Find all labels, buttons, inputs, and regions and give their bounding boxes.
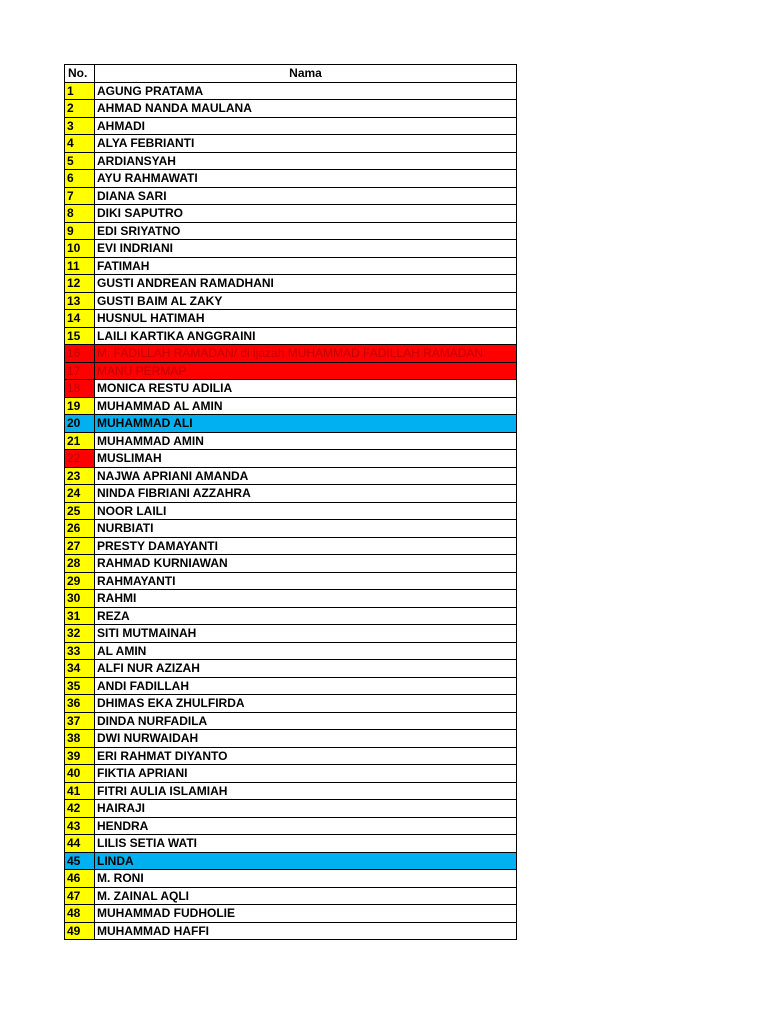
cell-no[interactable]: 5 [65, 152, 95, 170]
cell-no[interactable]: 19 [65, 397, 95, 415]
table-row [65, 922, 517, 940]
table-row [65, 905, 517, 923]
cell-no[interactable]: 16 [65, 345, 95, 363]
cell-nama[interactable]: MUHAMMAD HAFFI [95, 922, 517, 940]
cell-nama[interactable]: MANU PERMAP [95, 362, 517, 380]
cell-nama[interactable]: HENDRA [95, 817, 517, 835]
table-row [65, 642, 517, 660]
table-row [65, 100, 517, 118]
cell-no[interactable]: 31 [65, 607, 95, 625]
cell-nama[interactable]: ARDIANSYAH [95, 152, 517, 170]
table-row [65, 765, 517, 783]
table-row [65, 152, 517, 170]
cell-nama[interactable]: FIKTIA APRIANI [95, 765, 517, 783]
table-row [65, 240, 517, 258]
table-body [65, 82, 517, 940]
table-row [65, 362, 517, 380]
cell-nama[interactable]: LINDA [95, 852, 517, 870]
cell-nama[interactable]: SITI MUTMAINAH [95, 625, 517, 643]
cell-no[interactable]: 2 [65, 100, 95, 118]
table-row [65, 187, 517, 205]
cell-no[interactable]: 1 [65, 82, 95, 100]
cell-nama[interactable]: GUSTI ANDREAN RAMADHANI [95, 275, 517, 293]
column-header-no[interactable]: No. [65, 65, 95, 83]
cell-no[interactable]: 36 [65, 695, 95, 713]
cell-nama[interactable]: MUHAMMAD FUDHOLIE [95, 905, 517, 923]
table-row [65, 415, 517, 433]
table-row [65, 835, 517, 853]
cell-no[interactable]: 3 [65, 117, 95, 135]
cell-nama[interactable]: ALFI NUR AZIZAH [95, 660, 517, 678]
cell-no[interactable]: 24 [65, 485, 95, 503]
table-row [65, 870, 517, 888]
cell-nama[interactable]: NOOR LAILI [95, 502, 517, 520]
cell-no[interactable]: 27 [65, 537, 95, 555]
cell-nama[interactable]: HAIRAJI [95, 800, 517, 818]
cell-no[interactable]: 40 [65, 765, 95, 783]
cell-nama[interactable]: PRESTY DAMAYANTI [95, 537, 517, 555]
cell-nama[interactable]: ALYA FEBRIANTI [95, 135, 517, 153]
cell-no[interactable]: 32 [65, 625, 95, 643]
table-row [65, 747, 517, 765]
table-row [65, 257, 517, 275]
cell-no[interactable]: 14 [65, 310, 95, 328]
cell-nama[interactable]: RAHMAYANTI [95, 572, 517, 590]
table-row [65, 572, 517, 590]
table-row [65, 660, 517, 678]
table-row [65, 450, 517, 468]
cell-no[interactable]: 8 [65, 205, 95, 223]
student-name-table [64, 64, 517, 940]
cell-no[interactable]: 48 [65, 905, 95, 923]
table-row [65, 555, 517, 573]
cell-no[interactable]: 11 [65, 257, 95, 275]
table-row [65, 520, 517, 538]
table-row [65, 380, 517, 398]
table-row [65, 782, 517, 800]
cell-no[interactable]: 13 [65, 292, 95, 310]
cell-nama[interactable]: EDI SRIYATNO [95, 222, 517, 240]
cell-no[interactable]: 44 [65, 835, 95, 853]
cell-nama[interactable]: DINDA NURFADILA [95, 712, 517, 730]
cell-no[interactable]: 47 [65, 887, 95, 905]
column-header-nama[interactable]: Nama [95, 65, 517, 83]
cell-nama[interactable]: LILIS SETIA WATI [95, 835, 517, 853]
cell-no[interactable]: 39 [65, 747, 95, 765]
cell-nama[interactable]: EVI INDRIANI [95, 240, 517, 258]
cell-nama[interactable]: DIKI SAPUTRO [95, 205, 517, 223]
cell-nama[interactable]: AL AMIN [95, 642, 517, 660]
table-row [65, 887, 517, 905]
table-row [65, 607, 517, 625]
table-row [65, 800, 517, 818]
table-row [65, 222, 517, 240]
cell-nama[interactable]: M. FADILLAH RAMADAN/ di ijazah MUHAMMAD FADILLAH RAMADAN [95, 345, 517, 363]
cell-no[interactable]: 49 [65, 922, 95, 940]
table-row [65, 537, 517, 555]
cell-no[interactable]: 17 [65, 362, 95, 380]
table-row [65, 275, 517, 293]
cell-nama[interactable]: MONICA RESTU ADILIA [95, 380, 517, 398]
cell-no[interactable]: 38 [65, 730, 95, 748]
cell-no[interactable]: 18 [65, 380, 95, 398]
cell-nama[interactable]: MUHAMMAD AL AMIN [95, 397, 517, 415]
table-row [65, 170, 517, 188]
cell-nama[interactable]: FATIMAH [95, 257, 517, 275]
cell-no[interactable]: 6 [65, 170, 95, 188]
cell-no[interactable]: 9 [65, 222, 95, 240]
cell-no[interactable]: 45 [65, 852, 95, 870]
cell-no[interactable]: 28 [65, 555, 95, 573]
table-row [65, 817, 517, 835]
cell-no[interactable]: 35 [65, 677, 95, 695]
cell-nama[interactable]: NAJWA APRIANI AMANDA [95, 467, 517, 485]
table-row [65, 135, 517, 153]
cell-nama[interactable]: REZA [95, 607, 517, 625]
cell-nama[interactable]: GUSTI BAIM AL ZAKY [95, 292, 517, 310]
cell-no[interactable]: 10 [65, 240, 95, 258]
cell-no[interactable]: 43 [65, 817, 95, 835]
table-row [65, 590, 517, 608]
table-row [65, 677, 517, 695]
table-row [65, 345, 517, 363]
cell-nama[interactable]: HUSNUL HATIMAH [95, 310, 517, 328]
cell-nama[interactable]: RAHMAD KURNIAWAN [95, 555, 517, 573]
cell-nama[interactable]: DHIMAS EKA ZHULFIRDA [95, 695, 517, 713]
table-row [65, 485, 517, 503]
cell-no[interactable]: 7 [65, 187, 95, 205]
cell-nama[interactable]: DIANA SARI [95, 187, 517, 205]
cell-no[interactable]: 12 [65, 275, 95, 293]
table-row [65, 82, 517, 100]
table-row [65, 327, 517, 345]
cell-nama[interactable]: ERI RAHMAT DIYANTO [95, 747, 517, 765]
table-row [65, 117, 517, 135]
header-row [65, 65, 517, 83]
cell-no[interactable]: 15 [65, 327, 95, 345]
cell-nama[interactable]: FITRI AULIA ISLAMIAH [95, 782, 517, 800]
cell-no[interactable]: 20 [65, 415, 95, 433]
cell-nama[interactable]: MUSLIMAH [95, 450, 517, 468]
cell-nama[interactable]: AHMAD NANDA MAULANA [95, 100, 517, 118]
cell-no[interactable]: 34 [65, 660, 95, 678]
cell-no[interactable]: 42 [65, 800, 95, 818]
cell-nama[interactable]: NINDA FIBRIANI AZZAHRA [95, 485, 517, 503]
cell-no[interactable]: 33 [65, 642, 95, 660]
table-row [65, 852, 517, 870]
cell-no[interactable]: 37 [65, 712, 95, 730]
cell-no[interactable]: 4 [65, 135, 95, 153]
cell-nama[interactable]: AYU RAHMAWATI [95, 170, 517, 188]
cell-nama[interactable]: ANDI FADILLAH [95, 677, 517, 695]
cell-no[interactable]: 29 [65, 572, 95, 590]
table-row [65, 730, 517, 748]
cell-nama[interactable]: M. RONI [95, 870, 517, 888]
cell-nama[interactable]: AGUNG PRATAMA [95, 82, 517, 100]
cell-nama[interactable]: AHMADI [95, 117, 517, 135]
cell-nama[interactable]: M. ZAINAL AQLI [95, 887, 517, 905]
table-row [65, 292, 517, 310]
table-row [65, 502, 517, 520]
cell-no[interactable]: 21 [65, 432, 95, 450]
cell-no[interactable]: 26 [65, 520, 95, 538]
cell-nama[interactable]: MUHAMMAD AMIN [95, 432, 517, 450]
cell-nama[interactable]: MUHAMMAD ALI [95, 415, 517, 433]
table-row [65, 695, 517, 713]
cell-no[interactable]: 46 [65, 870, 95, 888]
cell-no[interactable]: 30 [65, 590, 95, 608]
cell-nama[interactable]: RAHMI [95, 590, 517, 608]
table-row [65, 397, 517, 415]
cell-no[interactable]: 23 [65, 467, 95, 485]
cell-no[interactable]: 22 [65, 450, 95, 468]
table-row [65, 712, 517, 730]
table-row [65, 625, 517, 643]
cell-nama[interactable]: DWI NURWAIDAH [95, 730, 517, 748]
table-row [65, 467, 517, 485]
cell-no[interactable]: 25 [65, 502, 95, 520]
cell-no[interactable]: 41 [65, 782, 95, 800]
table-row [65, 310, 517, 328]
cell-nama[interactable]: NURBIATI [95, 520, 517, 538]
table-row [65, 432, 517, 450]
cell-nama[interactable]: LAILI KARTIKA ANGGRAINI [95, 327, 517, 345]
table-row [65, 205, 517, 223]
